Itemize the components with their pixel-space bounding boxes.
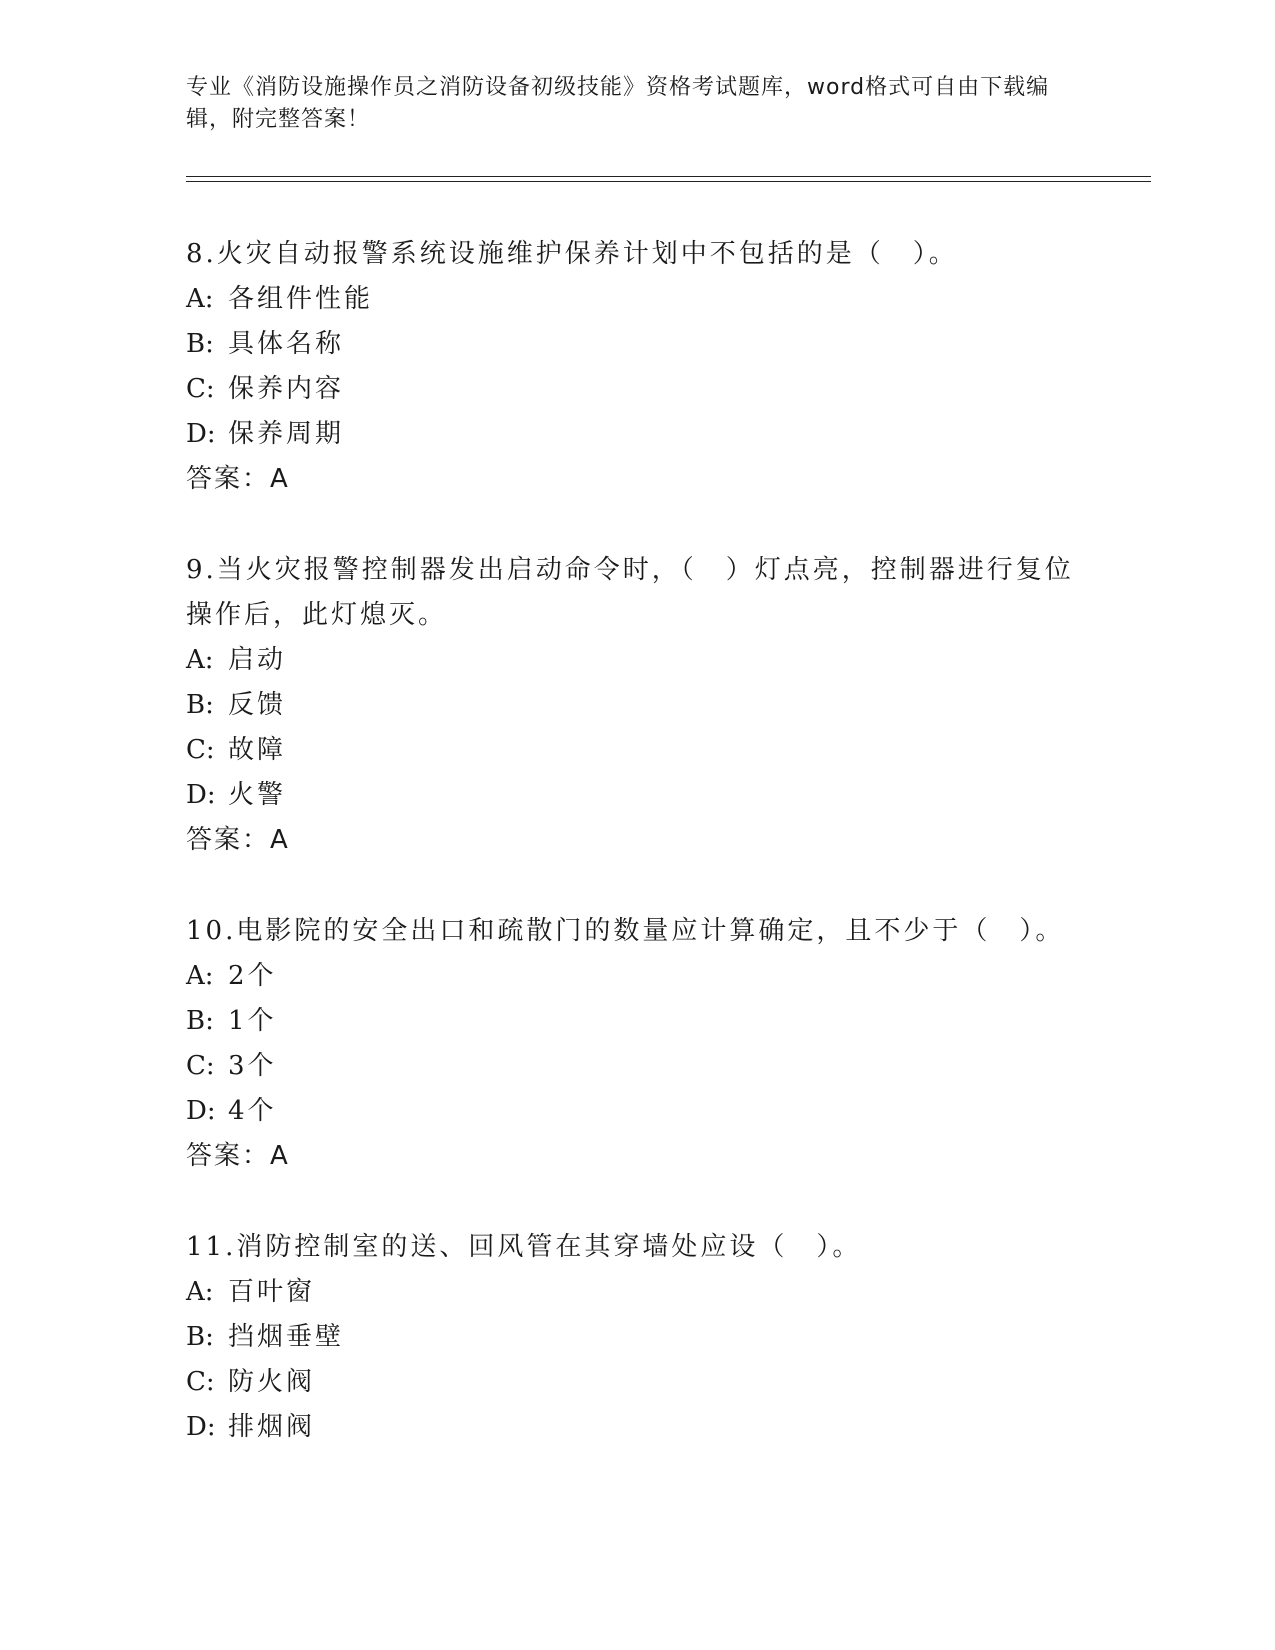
- option-b: [186, 999, 1086, 1044]
- option-key: A:: [186, 645, 214, 675]
- option-key: B:: [186, 690, 214, 720]
- question-9: [186, 548, 1086, 863]
- option-c: [186, 367, 1086, 412]
- option-text: 反馈: [228, 690, 287, 720]
- option-b: [186, 1315, 1086, 1360]
- option-text: 防火阀: [228, 1367, 316, 1397]
- option-text: 百叶窗: [228, 1277, 316, 1307]
- option-key: D:: [186, 419, 216, 449]
- question-11: [186, 1225, 1086, 1450]
- option-b: [186, 322, 1086, 367]
- option-key: B:: [186, 329, 214, 359]
- option-c: [186, 728, 1086, 773]
- question-stem: 11.消防控制室的送、回风管在其穿墙处应设（ ）。: [186, 1232, 862, 1262]
- option-text: 4个: [228, 1096, 277, 1126]
- option-key: C:: [186, 1051, 215, 1081]
- option-text: 挡烟垂壁: [228, 1322, 345, 1352]
- option-c: [186, 1044, 1086, 1089]
- option-c: [186, 1360, 1086, 1405]
- option-key: C:: [186, 735, 215, 765]
- header-divider-bottom: [186, 181, 1151, 182]
- option-text: 保养周期: [228, 419, 345, 449]
- option-key: C:: [186, 1367, 215, 1397]
- option-key: A:: [186, 961, 214, 991]
- option-a: [186, 638, 1086, 683]
- option-d: [186, 1089, 1086, 1134]
- option-key: B:: [186, 1322, 214, 1352]
- option-a: [186, 1270, 1086, 1315]
- option-d: [186, 1405, 1086, 1450]
- option-text: 火警: [228, 780, 287, 810]
- option-text: 具体名称: [228, 329, 345, 359]
- option-text: 3个: [228, 1051, 277, 1081]
- option-d: [186, 412, 1086, 457]
- question-stem: 10.电影院的安全出口和疏散门的数量应计算确定，且不少于（ ）。: [186, 916, 1065, 946]
- option-text: 排烟阀: [228, 1412, 316, 1442]
- question-stem: 9.当火灾报警控制器发出启动命令时，（ ）灯点亮，控制器进行复位操作后，此灯熄灭。: [186, 555, 1074, 630]
- question-10: [186, 909, 1086, 1179]
- option-text: 2个: [228, 961, 277, 991]
- option-text: 保养内容: [228, 374, 345, 404]
- option-text: 故障: [228, 735, 287, 765]
- answer-line: 答案：A: [186, 1141, 290, 1171]
- option-key: C:: [186, 374, 215, 404]
- header-divider-top: [186, 176, 1151, 177]
- document-header: 专业《消防设施操作员之消防设备初级技能》资格考试题库，word格式可自由下载编辑，附完整答案！: [186, 75, 1050, 132]
- option-key: A:: [186, 1277, 214, 1307]
- option-text: 启动: [228, 645, 287, 675]
- question-stem: 8.火灾自动报警系统设施维护保养计划中不包括的是（ ）。: [186, 239, 958, 269]
- option-text: 各组件性能: [228, 284, 374, 314]
- option-key: B:: [186, 1006, 214, 1036]
- question-8: [186, 232, 1086, 502]
- option-key: A:: [186, 284, 214, 314]
- option-text: 1个: [228, 1006, 277, 1036]
- question-list: [186, 232, 1086, 1496]
- option-key: D:: [186, 780, 216, 810]
- option-a: [186, 277, 1086, 322]
- option-a: [186, 954, 1086, 999]
- option-d: [186, 773, 1086, 818]
- option-key: D:: [186, 1096, 216, 1126]
- option-b: [186, 683, 1086, 728]
- answer-line: 答案：A: [186, 825, 290, 855]
- option-key: D:: [186, 1412, 216, 1442]
- answer-line: 答案：A: [186, 464, 290, 494]
